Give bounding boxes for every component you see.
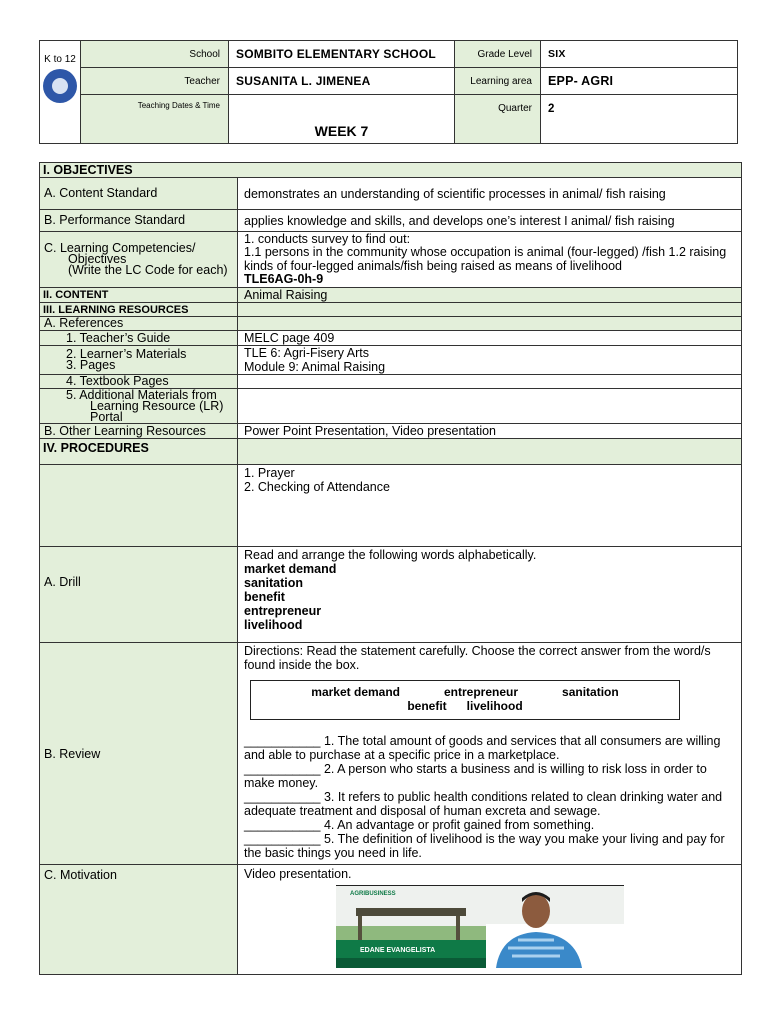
procedures-heading-blank (238, 439, 742, 465)
preliminary-text (238, 465, 742, 547)
review-item: ___________ 5. The definition of livelihood is the way you make your living and pay for the basic things you need in life. (244, 832, 725, 860)
competency-line1: 1. conducts survey to find out: (244, 231, 411, 246)
learners-materials-text (238, 346, 742, 375)
additional-materials-label (40, 389, 238, 424)
teacher-label: Teacher (81, 68, 229, 95)
box-word: sanitation (562, 685, 619, 699)
learners-material-module: Module 9: Animal Raising (244, 360, 386, 374)
textbook-pages-label: 4. Textbook Pages (40, 375, 238, 389)
box-word: entrepreneur (444, 685, 519, 699)
box-word: market demand (311, 685, 400, 699)
grade-label: Grade Level (455, 41, 541, 68)
video-brand: AGRIBUSINESS (350, 891, 396, 897)
motivation-label: C. Motivation (40, 865, 238, 975)
grade-value: SIX (541, 41, 738, 68)
review-item: ___________ 2. A person who starts a business and is willing to risk loss in order to make money. (244, 762, 707, 790)
review-item: ___________ 1. The total amount of goods and services that all consumers are willing and able to purchase at a specific price in a marketplace. (244, 734, 721, 762)
motivation-text: Video presentation. (244, 867, 352, 881)
content-text: Animal Raising (238, 288, 742, 303)
teacher-value: SUSANITA L. JIMENEA (229, 68, 455, 95)
word-box-row2 (251, 699, 679, 713)
performance-standard-label: B. Performance Standard (40, 210, 238, 232)
video-thumbnail[interactable] (336, 885, 624, 968)
objectives-heading: I. OBJECTIVES (40, 163, 742, 178)
performance-standard-text: applies knowledge and skills, and develops one’s interest I animal/ fish raising (238, 210, 742, 232)
references-label: A. References (40, 317, 238, 331)
drill-word: sanitation (244, 576, 304, 590)
prayer-item: 1. Prayer (244, 466, 295, 480)
quarter-label: Quarter (455, 95, 541, 144)
word-box (250, 680, 680, 720)
box-word: livelihood (466, 699, 523, 713)
additional-materials-line2: Learning Resource (LR) (90, 398, 224, 413)
competencies-label-line3: (Write the LC Code for each) (68, 263, 228, 277)
review-label: B. Review (40, 643, 238, 865)
resources-heading: III. LEARNING RESOURCES (40, 303, 238, 317)
resources-heading-blank (238, 303, 742, 317)
drill-instruction: Read and arrange the following words alphabetically. (244, 548, 537, 562)
competencies-text (238, 232, 742, 288)
learners-material-title: TLE 6: Agri-Fisery Arts (244, 346, 370, 360)
textbook-pages-text (238, 375, 742, 389)
kto12-label: K to 12 (44, 54, 76, 65)
review-item: ___________ 4. An advantage or profit gained from something. (244, 818, 595, 832)
school-value: SOMBITO ELEMENTARY SCHOOL (229, 41, 455, 68)
learners-materials-label (40, 346, 238, 375)
content-heading: II. CONTENT (40, 288, 238, 303)
references-blank (238, 317, 742, 331)
review-item: ___________ 3. It refers to public health conditions related to clean drinking water and adequate treatment and disposal of human excreta and sewage. (244, 790, 723, 818)
drill-word: livelihood (244, 618, 303, 632)
competency-line2: 1.1 persons in the community whose occupation is animal (four-legged) /fish 1.2 raising kinds of four-legged animals/fish being raised as means of livelihood (244, 245, 727, 273)
teachers-guide-text: MELC page 409 (238, 331, 742, 346)
drill-word: market demand (244, 562, 337, 576)
box-word: benefit (407, 699, 447, 713)
school-label: School (81, 41, 229, 68)
competencies-label-line2: Objectives (68, 252, 127, 266)
motivation-cell (238, 865, 742, 975)
other-resources-text: Power Point Presentation, Video presentation (238, 424, 742, 439)
area-label: Learning area (455, 68, 541, 95)
content-standard-label: A. Content Standard (40, 178, 238, 210)
logo-cell (40, 41, 81, 144)
other-resources-label: B. Other Learning Resources (40, 424, 238, 439)
header-table (39, 40, 738, 144)
pages-line: 3. Pages (66, 358, 116, 372)
teachers-guide-label: 1. Teacher’s Guide (40, 331, 238, 346)
drill-label: A. Drill (40, 547, 238, 643)
drill-word: benefit (244, 590, 285, 604)
lesson-table (39, 162, 742, 975)
word-box-row1 (251, 685, 679, 699)
video-caption: EDANE EVANGELISTA (360, 947, 436, 954)
learners-materials-line: 2. Learner’s Materials (66, 347, 187, 361)
additional-materials-line3: Portal (90, 409, 123, 424)
school-seal-icon (43, 69, 77, 103)
preliminary-label (40, 465, 238, 547)
attendance-item: 2. Checking of Attendance (244, 480, 390, 494)
competencies-label-line1: C. Learning Competencies/ (44, 241, 196, 255)
drill-text (238, 547, 742, 643)
review-text (238, 643, 742, 865)
dates-value: WEEK 7 (229, 95, 455, 144)
dates-label: Teaching Dates & Time (81, 95, 229, 144)
additional-materials-line1: 5. Additional Materials from (66, 387, 217, 402)
review-directions: Directions: Read the statement carefully. Choose the correct answer from the word/s found inside the box. (244, 644, 711, 672)
drill-word: entrepreneur (244, 604, 322, 618)
competencies-label (40, 232, 238, 288)
content-standard-text: demonstrates an understanding of scientific processes in animal/ fish raising (238, 178, 742, 210)
lc-code: TLE6AG-0h-9 (244, 272, 324, 286)
area-value: EPP- AGRI (541, 68, 738, 95)
additional-materials-text (238, 389, 742, 424)
procedures-heading: IV. PROCEDURES (40, 439, 238, 465)
quarter-value: 2 (541, 95, 738, 144)
